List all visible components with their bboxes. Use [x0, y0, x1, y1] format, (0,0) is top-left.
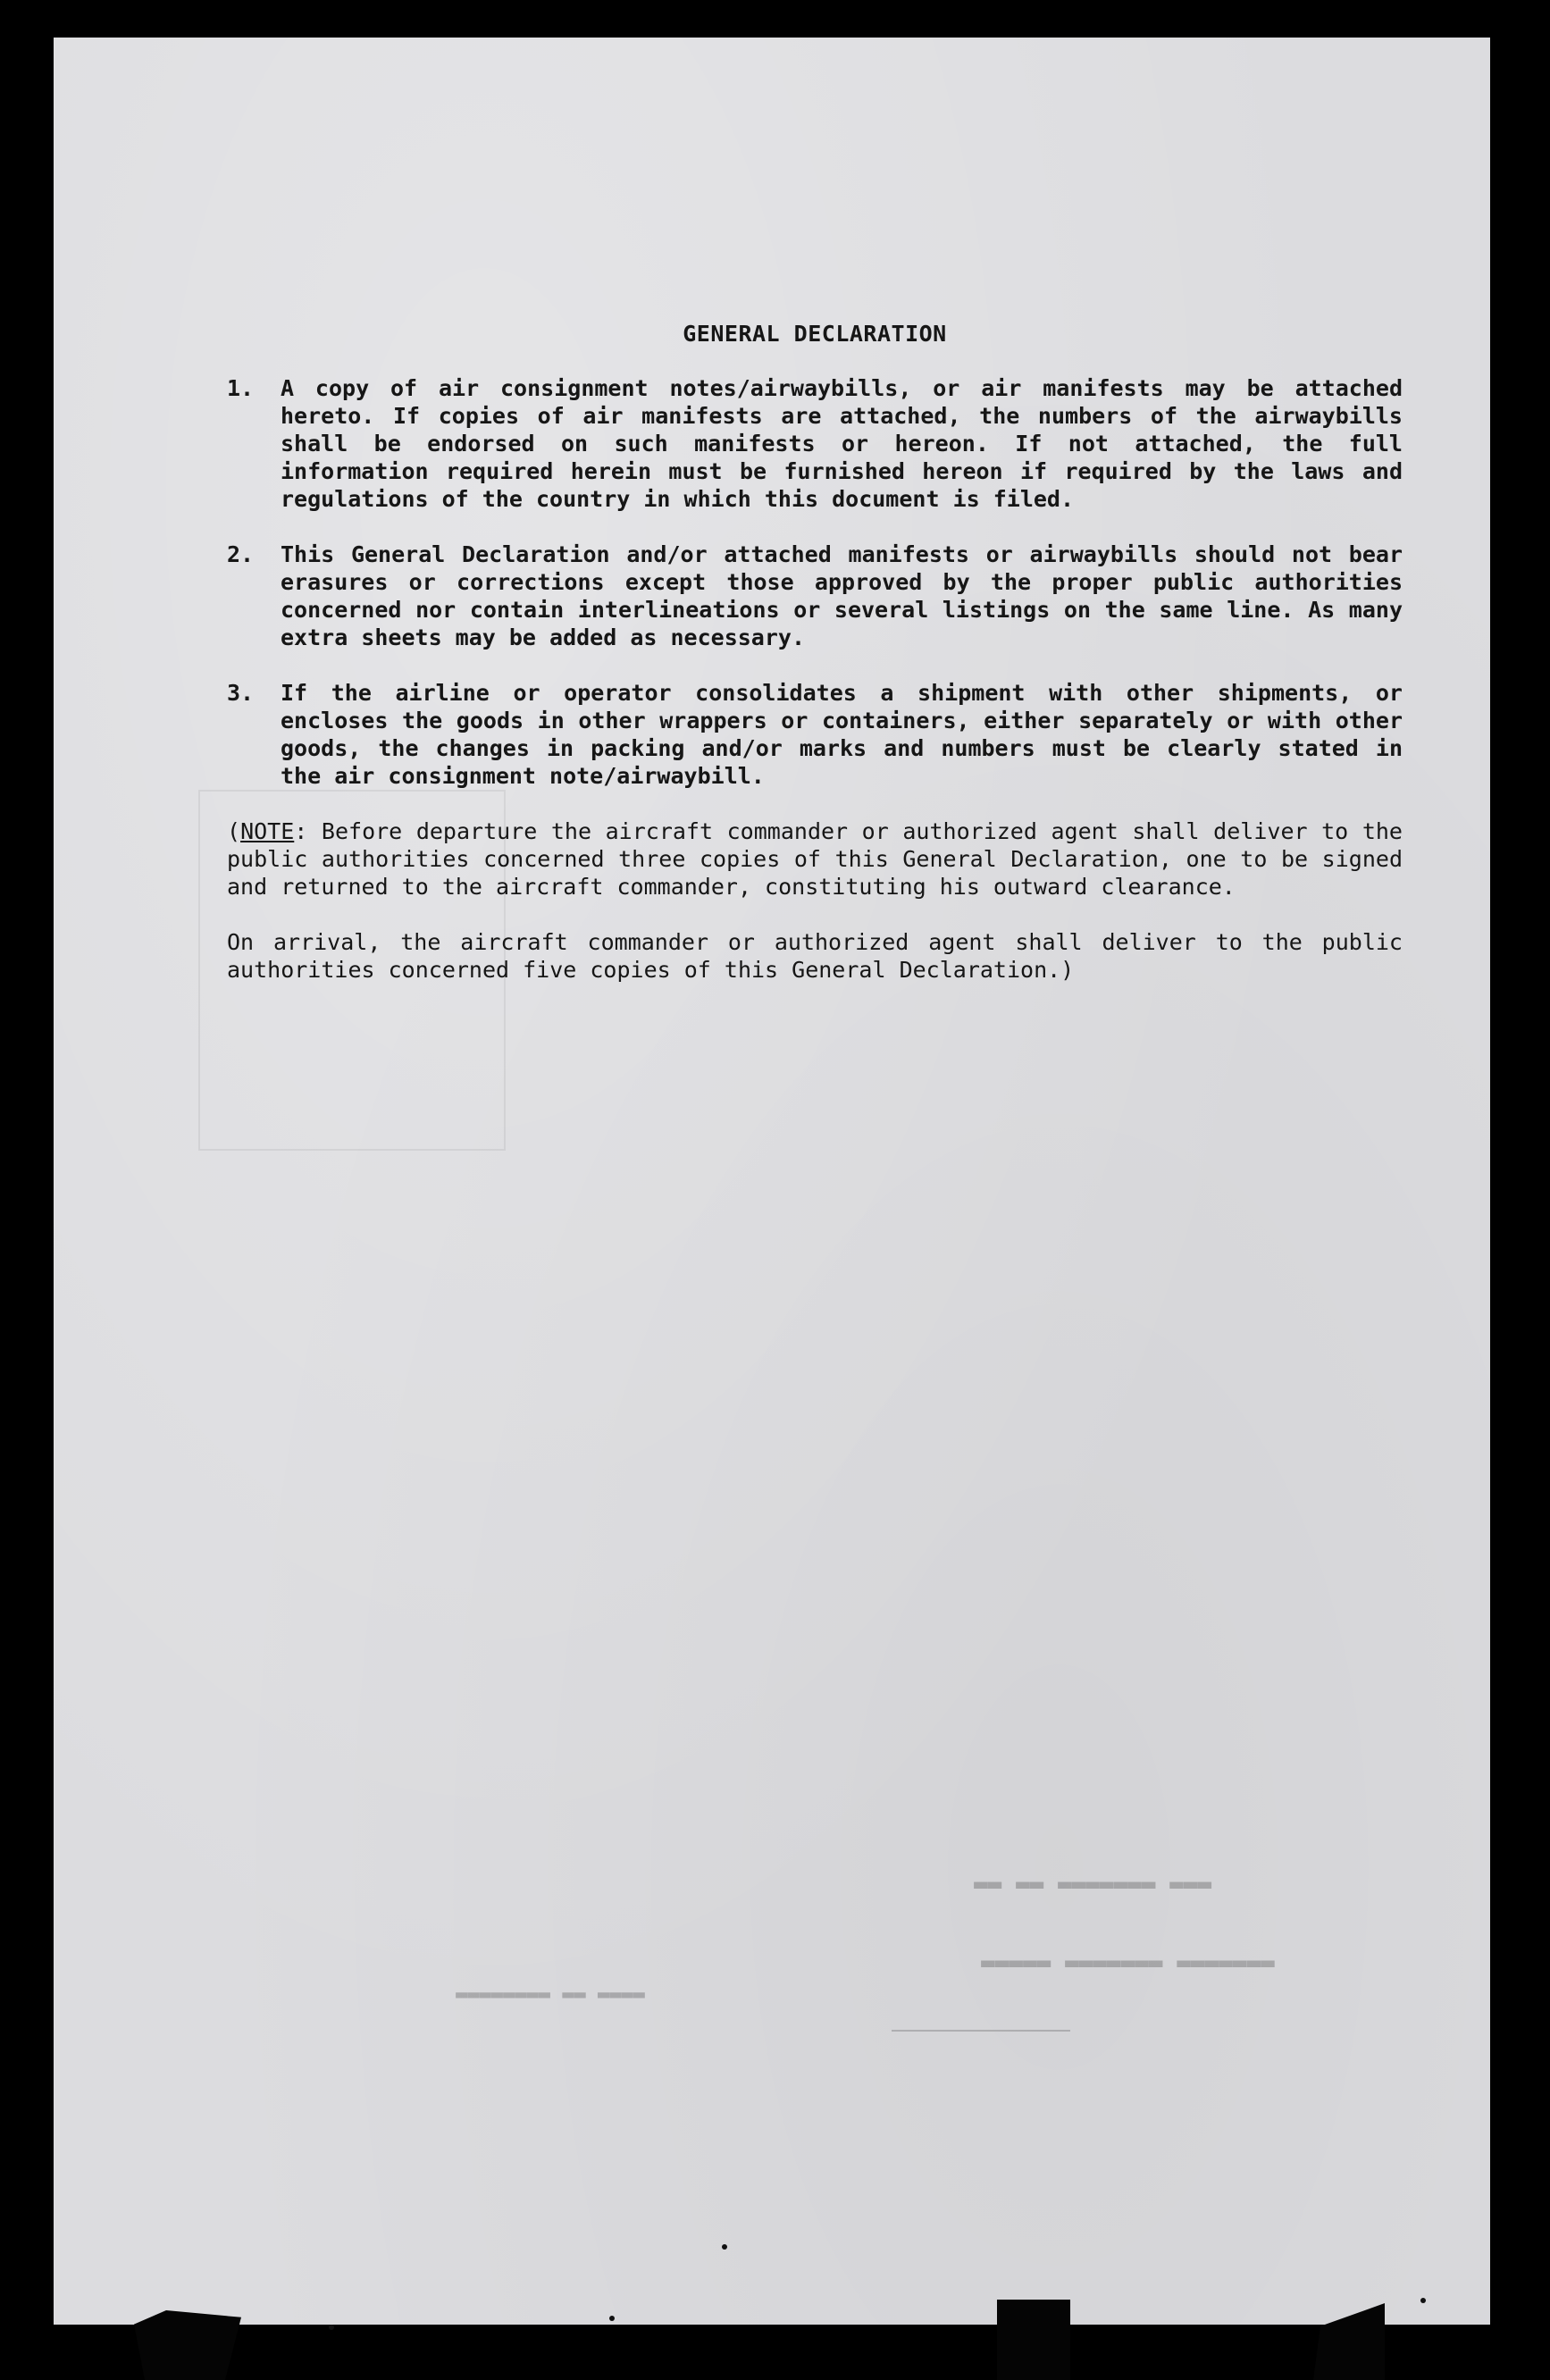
dust-speck — [722, 2244, 727, 2250]
bleed-through-signature-line — [892, 2030, 1070, 2032]
item-number: 2. — [227, 541, 255, 567]
list-item — [227, 541, 1403, 651]
note-paragraph — [227, 817, 1403, 901]
list-item — [227, 679, 1403, 790]
bleed-through-mark: ▬▬▬▬ ▬▬ ▬▬▬▬▬▬▬▬ — [456, 1983, 645, 2006]
item-number: 1. — [227, 375, 255, 401]
item-text: If the airline or operator consolidates a shipment with other shipments, or encloses the goods in other wrappers or containers, either separately or with other goods, the changes in packing and/or marks and numbers must be clearly stated in the air consignment note/airwaybill. — [281, 680, 1403, 789]
bleed-through-mark: ▬▬▬▬▬▬▬ ▬▬▬▬▬▬▬ ▬▬▬▬▬ — [981, 1949, 1275, 1976]
page-title: GENERAL DECLARATION — [683, 321, 947, 347]
note-open-paren: ( — [227, 818, 241, 844]
item-text: This General Declaration and/or attached manifests or airwaybills should not bear erasures or corrections except those approved by the proper public authorities concerned nor contain interlineations or several listings on the same line. As many extra sheets may be added as necessary. — [281, 541, 1403, 650]
item-text: A copy of air consignment notes/airwaybills, or air manifests may be attached hereto. If copies of air manifests are attached, the numbers of the airwaybills shall be endorsed on such manifests or hereon. If not attached, the full information required herein must be furnished hereon if required by the laws and regulations of the country in which this document is filed. — [281, 375, 1403, 512]
note-text: : Before departure the aircraft commander or authorized agent shall deliver to the public authorities concerned three copies of this General Declaration, one to be signed and returned to the aircraft commander, constituting his outward clearance. — [227, 818, 1403, 900]
dust-speck — [329, 2325, 334, 2330]
dust-speck — [609, 2316, 615, 2321]
bleed-through-mark: ▬▬▬ ▬▬▬▬▬▬▬ ▬▬ ▬▬ — [974, 1871, 1212, 1898]
dust-speck — [1420, 2298, 1426, 2303]
torn-edge — [134, 2310, 241, 2380]
list-item — [227, 374, 1403, 513]
document-page — [54, 38, 1490, 2325]
torn-edge — [997, 2300, 1070, 2380]
arrival-paragraph: On arrival, the aircraft commander or authorized agent shall deliver to the public authorities concerned five copies of this General Declaration.) — [227, 929, 1403, 983]
item-number: 3. — [227, 680, 255, 706]
note-label: NOTE — [240, 818, 295, 844]
declaration-body — [227, 320, 1403, 984]
